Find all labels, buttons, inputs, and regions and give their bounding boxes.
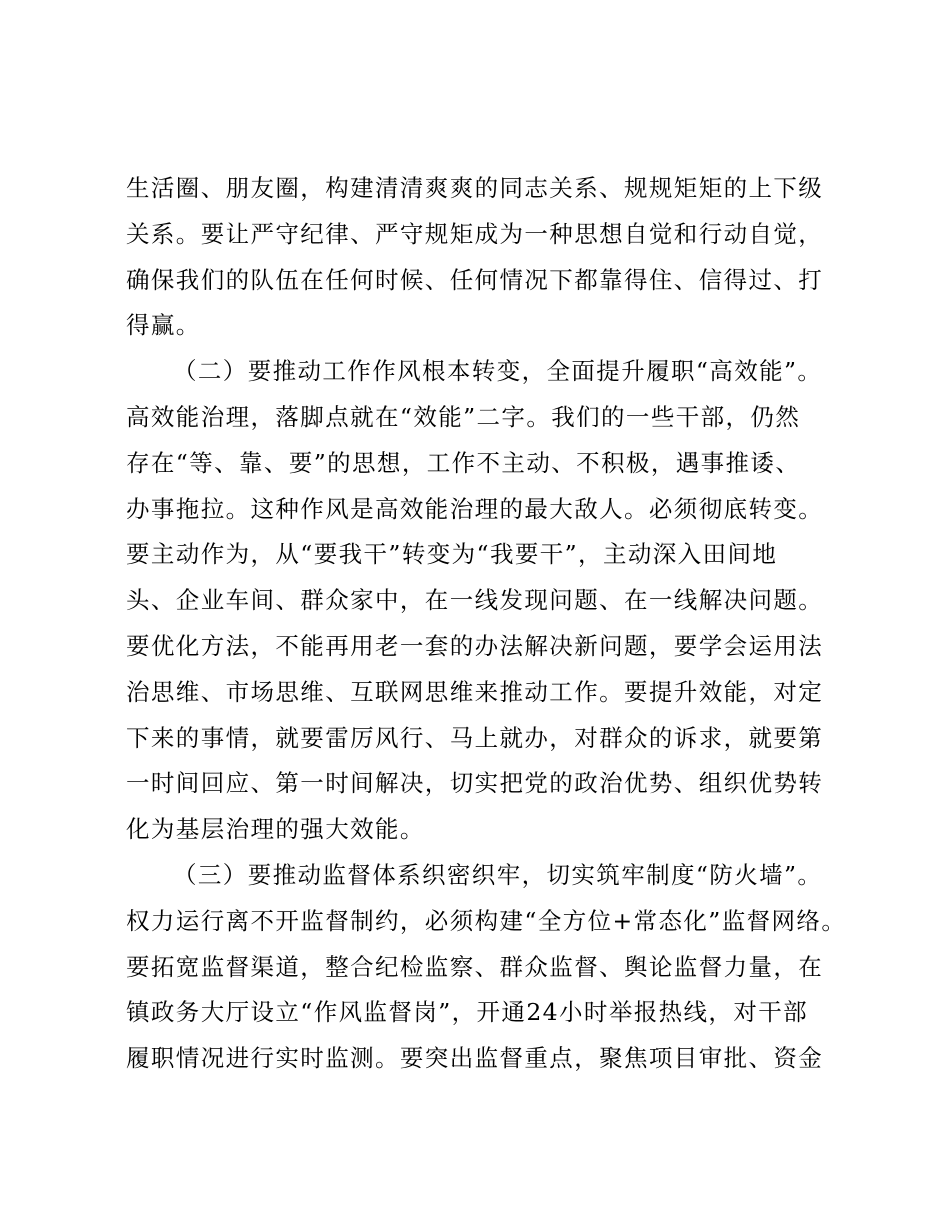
text-line: 生活圈、朋友圈，构建清清爽爽的同志关系、规规矩矩的上下级	[126, 174, 824, 202]
text-line: 下来的事情，就要雷厉风行、马上就办，对群众的诉求，就要第	[126, 723, 824, 752]
text-line: 镇政务大厅设立“作风监督岗”，开通24小时举报热线，对干部	[126, 998, 809, 1027]
text-line: 权力运行离不开监督制约，必须构建“全方位+常态化”监督网络。	[126, 906, 847, 935]
text-line: 要主动作为，从“要我干”转变为“我要干”，主动深入田间地	[126, 540, 778, 569]
text-line: 存在“等、靠、要”的思想，工作不主动、不积极，遇事推诿、	[126, 448, 801, 477]
text-line: 确保我们的队伍在任何时候、任何情况下都靠得住、信得过、打	[126, 265, 824, 294]
text-line: 头、企业车间、群众家中，在一线发现问题、在一线解决问题。	[126, 586, 824, 615]
text-line: 得赢。	[126, 311, 201, 340]
text-line: 履职情况进行实时监测。要突出监督重点，聚焦项目审批、资金	[126, 1044, 824, 1073]
text-line: 办事拖拉。这种作风是高效能治理的最大敌人。必须彻底转变。	[126, 494, 824, 523]
section-heading-2: （二）要推动工作作风根本转变，全面提升履职“高效能”。	[173, 357, 823, 386]
section-heading-3: （三）要推动监督体系织密织牢，切实筑牢制度“防火墙”。	[173, 860, 823, 889]
body-text	[126, 166, 846, 1082]
text-line: 治思维、市场思维、互联网思维来推动工作。要提升效能，对定	[126, 677, 824, 706]
text-line: 要优化方法，不能再用老一套的办法解决新问题，要学会运用法	[126, 631, 824, 660]
text-line: 要拓宽监督渠道，整合纪检监察、群众监督、舆论监督力量，在	[126, 952, 824, 981]
text-line: 关系。要让严守纪律、严守规矩成为一种思想自觉和行动自觉，	[126, 219, 824, 248]
text-line: 一时间回应、第一时间解决，切实把党的政治优势、组织优势转	[126, 769, 824, 798]
text-line: 高效能治理，落脚点就在“效能”二字。我们的一些干部，仍然	[126, 402, 801, 431]
text-line: 化为基层治理的强大效能。	[126, 815, 425, 844]
